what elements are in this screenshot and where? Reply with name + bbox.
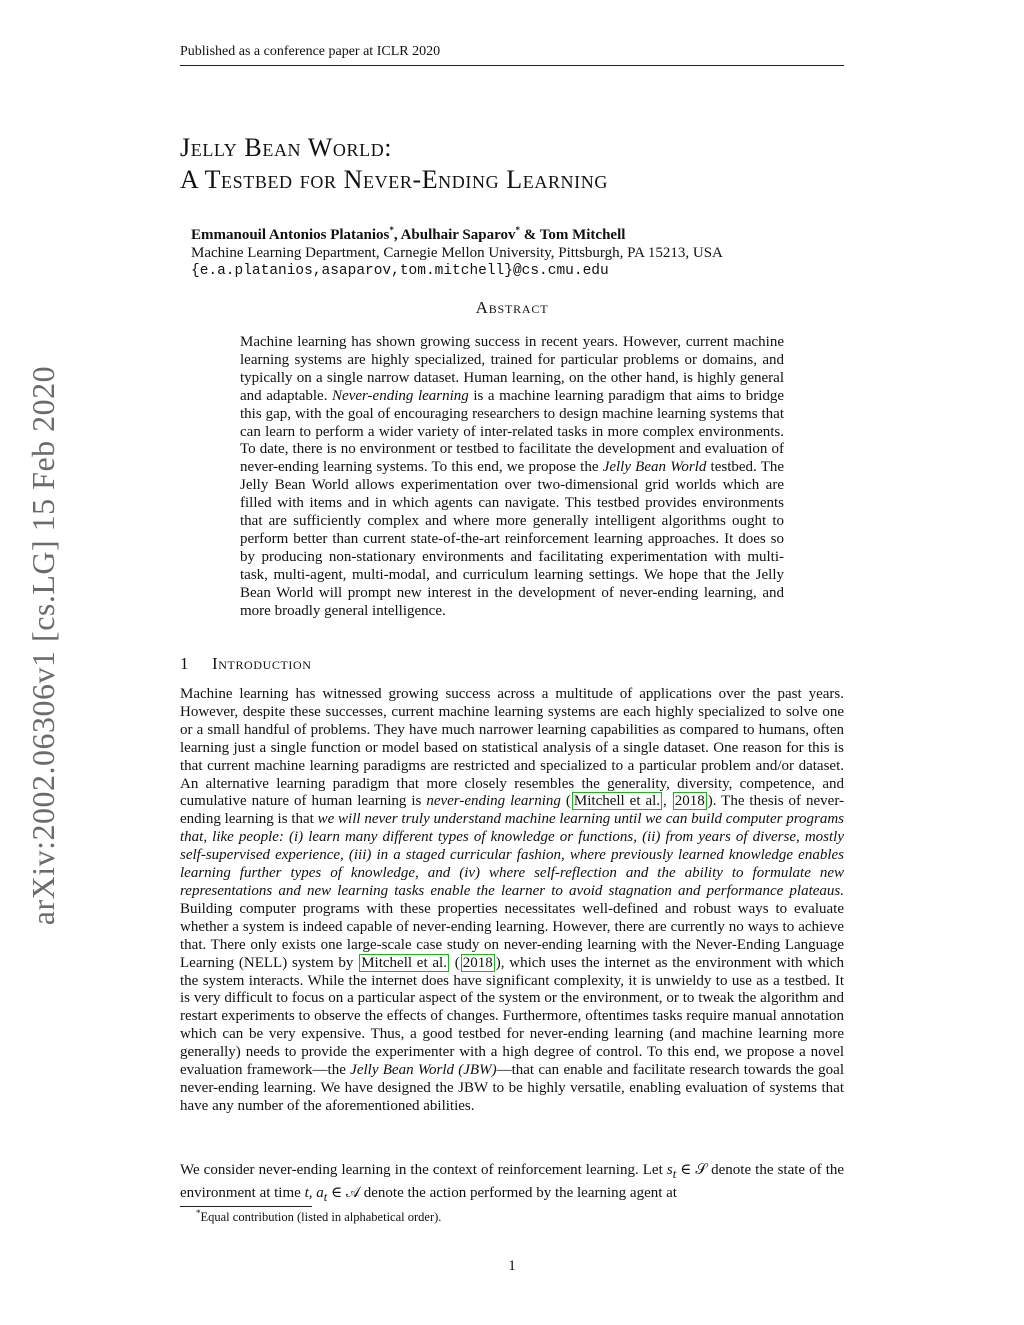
- footnote: [196, 1207, 442, 1225]
- citation-link-year[interactable]: 2018: [674, 793, 705, 810]
- math-symbol: t: [304, 1184, 309, 1201]
- paper-title: [180, 132, 840, 196]
- abstract-text: is a machine learning paradigm that aims to bridge this gap, with the goal of encouraging researchers to design machine learning systems that can learn to perform a wider variety of inter-related tasks in more complex environments. To date, there is no environment or testbed to facilitate the development and evaluation of never-ending learning systems. To this end, we propose the: [240, 387, 785, 476]
- header-rule: [180, 65, 844, 66]
- body-text: ). The thesis of never-ending learning is that: [180, 793, 845, 828]
- equal-contribution-mark: *: [515, 225, 520, 235]
- body-text: denote the state of the environment at time: [180, 1162, 845, 1201]
- abstract-text: testbed. The Jelly Bean World allows experimentation over two-dimensional grid worlds which are filled with items and in which agents can navigate. This testbed provides environments that are sufficiently complex and where more generally intelligent algorithms ought to perform better than current state-of-the-art reinforcement learning approaches. It does so by producing non-stationary environments and facilitating experimentation with multi-task, multi-agent, multi-modal, and curriculum learning settings. We hope that the Jelly Bean World will prompt new interest in the development of never-ending learning, and more broadly general intelligence.: [240, 459, 785, 619]
- author-emails: {e.a.platanios,asaparov,tom.mitchell}@cs.cmu.edu: [191, 263, 609, 279]
- abstract-text: Machine learning has shown growing success in recent years. However, current machine learning systems are highly specialized, trained for particular problems or domains, and typically on a single narrow dataset. Human learning, on the other hand, is highly general and adaptable.: [240, 334, 784, 404]
- author-list: [191, 227, 625, 244]
- abstract-emphasis: Jelly Bean World: [602, 459, 707, 476]
- citation-link-author[interactable]: Mitchell et al.: [361, 954, 447, 971]
- body-text: ), which uses the internet as the environment with which the system interacts. While the internet does have significant complexity, it is unwieldy to use as a testbed. It is very difficult to focus on a particular aspect of the system or the environment, or to tweak the algorithm and restart experiments to observe the effects of changes. Furthermore, oftentimes tasks require manual annotation which can be very expensive. Thus, a good testbed for never-ending learning (and machine learning more generally) needs to provide the experimenter with a high degree of control. To this end, we propose a novel evaluation framework—the: [180, 954, 845, 1079]
- body-text: ,: [663, 793, 667, 810]
- citation-link-year[interactable]: 2018: [462, 954, 493, 971]
- body-text: ,: [308, 1184, 313, 1201]
- math-symbol: ∈ 𝒜: [330, 1184, 361, 1201]
- body-text: Machine learning has witnessed growing success across a multitude of applications over the past years. However, despite these successes, current machine learning systems are each highly specialized to solve one or a small handful of problems. They have much narrower learning capabilities as compared to humans, often learning just a single function or model based on statistical analysis of a single dataset. One reason for this is that current machine learning paradigms are restricted and specialized to a particular problem and/or dataset. An alternative learning paradigm that more closely resembles the generality, diversity, competence, and cumulative nature of human learning is: [180, 686, 844, 810]
- math-subscript: t: [323, 1189, 328, 1204]
- intro-paragraph-2: [180, 1161, 844, 1206]
- affiliation: Machine Learning Department, Carnegie Mellon University, Pittsburgh, PA 15213, USA: [191, 245, 723, 261]
- author-name: Tom Mitchell: [539, 227, 626, 243]
- abstract-body: [240, 334, 784, 621]
- body-text: —that can enable and facilitate research towards the goal never-ending learning. We have designed the JBW to be highly versatile, enabling evaluation of systems that have any number of the aforementioned abilities.: [180, 1062, 844, 1114]
- body-emphasis: we will never truly understand machine learning until we can build computer programs that, like people: (i) learn many different types of knowledge or functions, (ii) from years of diverse, mostly self-supervised experience, (iii) in a staged curricular fashion, where previously learned knowledge enables learning further types of knowledge, and (iv) where self-reflection and the ability to formulate new representations and new learning tasks enable the learner to avoid stagnation and performance plateaus.: [180, 811, 844, 899]
- running-header: Published as a conference paper at ICLR 2020: [180, 44, 441, 59]
- body-text: (: [454, 954, 460, 971]
- arxiv-stamp: [18, 348, 70, 943]
- math-symbol: s: [666, 1162, 673, 1178]
- section-title: Introduction: [212, 654, 312, 673]
- footnote-rule: [180, 1206, 312, 1207]
- author-ampersand: &: [523, 227, 537, 243]
- math-symbol: a: [316, 1184, 324, 1201]
- body-text: We consider never-ending learning in the context of reinforcement learning. Let: [180, 1162, 663, 1178]
- section-heading-introduction: [180, 654, 312, 674]
- page-number: 1: [508, 1258, 516, 1274]
- footnote-mark: *: [196, 1207, 201, 1218]
- body-emphasis: never-ending learning: [426, 793, 561, 810]
- body-emphasis: Jelly Bean World (JBW): [350, 1062, 497, 1079]
- arxiv-stamp-text: arXiv:2002.06306v1 [cs.LG] 15 Feb 2020: [25, 365, 62, 926]
- equal-contribution-mark: *: [389, 225, 394, 235]
- author-name: Emmanouil Antonios Platanios: [191, 227, 390, 243]
- author-separator: ,: [393, 227, 398, 243]
- title-line-1: Jelly Bean World:: [180, 133, 393, 162]
- math-symbol: ∈ 𝒮: [680, 1162, 708, 1178]
- author-name: Abulhair Saparov: [400, 227, 516, 243]
- section-number: 1: [180, 654, 190, 673]
- title-line-2: A Testbed for Never-Ending Learning: [180, 165, 608, 194]
- abstract-heading: Abstract: [475, 298, 549, 317]
- body-text: Building computer programs with these properties necessitates well-defined and robust ways to evaluate whether a system is indeed capable of never-ending learning. However, there are currently no ways to achieve that. There only exists one large-scale case study on never-ending learning with the Never-Ending Language Learning (NELL) system by: [180, 900, 844, 971]
- footnote-text: Equal contribution (listed in alphabetical order).: [200, 1210, 442, 1224]
- intro-paragraph-1: [180, 686, 844, 1116]
- abstract-emphasis: Never-ending learning: [332, 387, 469, 404]
- body-text: (: [565, 793, 571, 810]
- citation-link-author[interactable]: Mitchell et al.: [573, 793, 661, 810]
- math-subscript: t: [672, 1167, 677, 1181]
- body-text: denote the action performed by the learning agent at: [363, 1184, 677, 1201]
